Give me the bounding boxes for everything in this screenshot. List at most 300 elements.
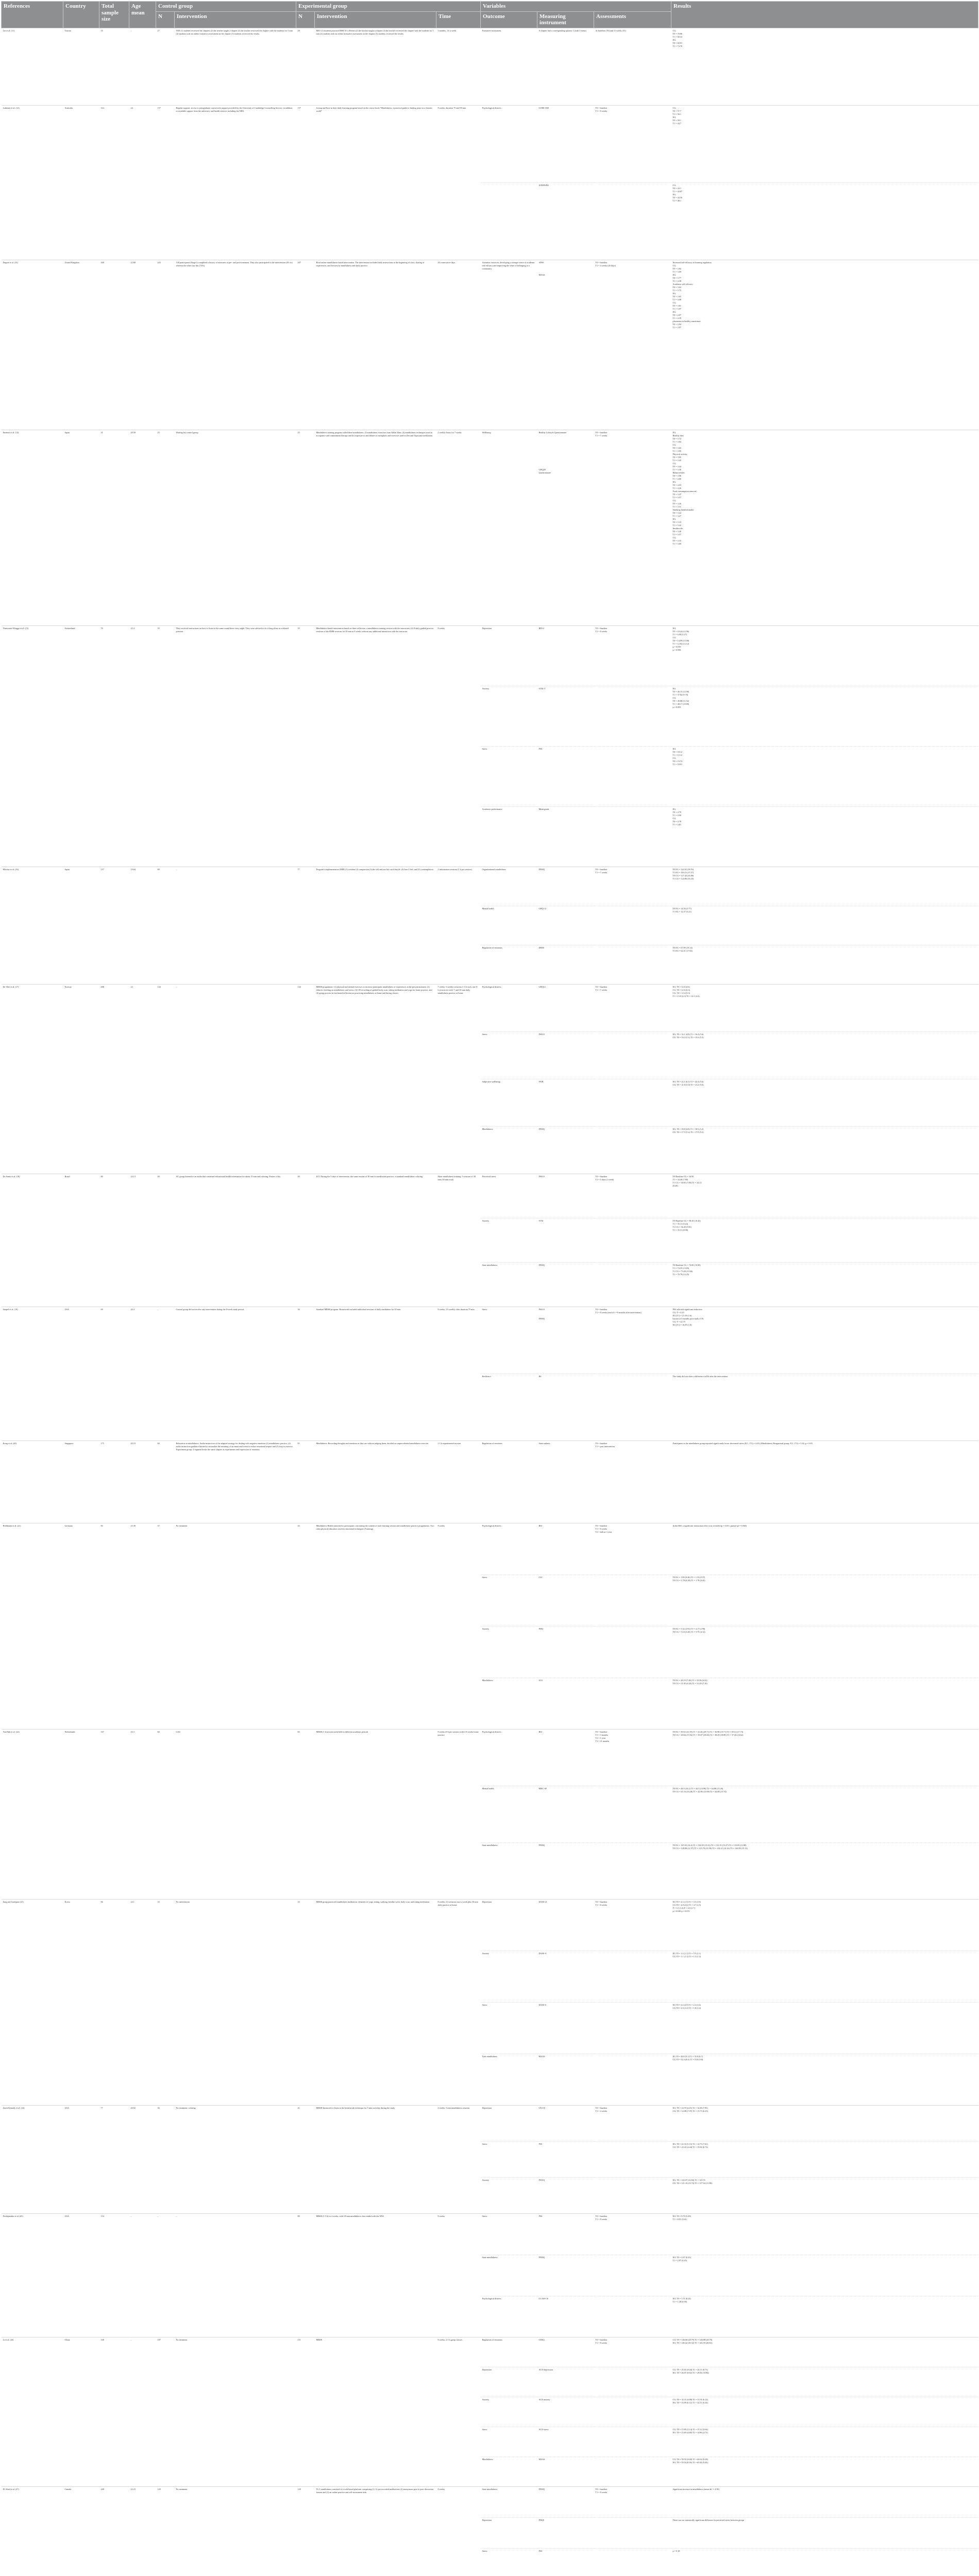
cell-reference: Van Dijk et al. (22) bbox=[2, 1729, 63, 1899]
cell-time: Short mindfulness training: 5 sessions of 30 min (30 min total) bbox=[436, 1174, 481, 1307]
cell-reference: Strapel et al. (19) bbox=[2, 1307, 63, 1440]
cell-outcome: Formative assessment bbox=[481, 28, 537, 105]
cell-control-intervention: – bbox=[175, 984, 296, 1174]
cell-results: T0 EG = 124.92 (18.76) T1 EG = 130.23 (17.27) T0 CG = 127.42 (16.06) T1 CG = 124.06 (16.25) bbox=[671, 867, 978, 906]
cell-outcome: Mindfulness bbox=[481, 2456, 537, 2486]
cell-control-intervention: Regular support: access to postgraduate coursework support provided by the University of Cambridge Counselling Service, in addition to available support from the university and health services including the NHS. bbox=[175, 105, 296, 260]
cell-time: 26 consecutive days bbox=[436, 260, 481, 430]
cell-experimental-intervention: Mindfulness Health (attached to participants concerning the content of each learning session and mindfulness practice programmes. Two other physical education resolves emotional techniques (Training). bbox=[315, 1523, 436, 1729]
cell-results: EG T0 = 4.1 (1.5) T1 = 3.5 (1.9) CG T0 = 4.8 (2.6) T1 = 4.7 (2.5) F = 3.5 (1.4) F = 4.0 (1.7) p = 0.049 p = 0.015 bbox=[671, 1899, 978, 1951]
cell-assessments bbox=[594, 746, 671, 806]
cell-age-mean: 23.39 bbox=[129, 1523, 156, 1729]
cell-time: 8 weeks bbox=[436, 625, 481, 867]
cell-outcome: Stress bbox=[481, 746, 537, 806]
cell-measuring-instrument: PSS bbox=[537, 2213, 594, 2255]
cell-measuring-instrument: FFMQ bbox=[537, 1262, 594, 1307]
cell-outcome: Organizational mindfulness bbox=[481, 867, 537, 906]
cell-measuring-instrument: DERS bbox=[537, 945, 594, 984]
cell-control-intervention: AC group listened to an audio that contained educational health information for about 15 min and coloring. Posters a day. bbox=[175, 1174, 296, 1307]
cell-experimental-intervention: MBSR-Instructed to listen to the breathwork technique for 5 min each day during the study bbox=[315, 2105, 436, 2213]
cell-measuring-instrument: CES-D bbox=[537, 2105, 594, 2141]
cell-outcome: Stress bbox=[481, 2213, 537, 2255]
cell-experimental-n: 43 bbox=[296, 1523, 315, 1729]
cell-outcome: Regulation of emotions bbox=[481, 1440, 537, 1523]
header-references: References bbox=[2, 2, 63, 28]
cell-country: Spain bbox=[63, 430, 99, 625]
table-row bbox=[2, 1174, 978, 1218]
table-row bbox=[2, 1440, 978, 1523]
cell-country: Brazil bbox=[63, 1174, 99, 1307]
cell-outcome: Attention resources, developing a stronger sense of academic self-efficacy and improving the sense of belonging to a community bbox=[481, 260, 537, 430]
cell-experimental-n: 28 bbox=[296, 28, 315, 105]
cell-assessments bbox=[594, 1031, 671, 1079]
cell-measuring-instrument: ACE-stress bbox=[537, 2427, 594, 2456]
cell-results: T0 EG = 1.89 (0.46) T1 = 1.53 (0.37) T0 CG = 1.78 (0.38) T1 = 1.78 (0.45) bbox=[671, 1574, 978, 1626]
cell-measuring-instrument: CSI bbox=[537, 1574, 594, 1626]
cell-results: EG: T0 = 2.67 (0.43) T1 = 2.87 (0.45) bbox=[671, 2255, 978, 2296]
cell-measuring-instrument: FFMQ bbox=[537, 1126, 594, 1174]
cell-time: 1.5 h experimental session bbox=[436, 1440, 481, 1523]
cell-measuring-instrument: MAAS bbox=[537, 2456, 594, 2486]
cell-assessments: T0 = baseline T1 = 8 weeks bbox=[594, 1899, 671, 1951]
cell-total-sample: 80 bbox=[99, 1174, 129, 1307]
cell-experimental-intervention: MBSR programme: (1) physical and mental exercises to increase participant mindfulness of experiences in the present moment, (2) didactic teaching on mindfulness and stress, (3) CD recording of guided body scan, sitting meditation and yoga for home practice, and (4) group process in facilitated reflection on practicing mindfulness at home and during classes. bbox=[315, 984, 436, 1174]
cell-experimental-intervention: TLC mindfulness consisted of a web-based platform comprising (1) 12 pre-recorded meditations (2) anonymous peer to peer discussion forums and (3) an online practice and self-assessment aids bbox=[315, 2486, 436, 2576]
cell-assessments bbox=[594, 686, 671, 746]
cell-results: T0 Baseline CG = 74.00 (10.00) T1 = 74.35 (13.03) T1 CG = 73.26 (13.66) T1 = 76.78 (14.25) bbox=[671, 1262, 978, 1307]
cell-total-sample: 77 bbox=[99, 2105, 129, 2213]
cell-outcome: Depression bbox=[481, 1899, 537, 1951]
cell-assessments: T0 = baseline T1 = 3 months T2 = 1 year T3 = 21 months bbox=[594, 1729, 671, 1786]
cell-experimental-intervention: MBSR group practiced mindfulness meditation: elements of yoga, sitting, walking, breathe work, body scan, and eating meditation. bbox=[315, 1899, 436, 2105]
cell-experimental-intervention: Living and Ease in their daily learning program based on the course book "Mindfulness: a practical guide to finding peace in a frenetic world" bbox=[315, 105, 436, 260]
header-total-sample-size: Total sample size bbox=[99, 2, 129, 28]
cell-measuring-instrument: A chapter had a corresponding quizzes 1 (with 4 items) bbox=[537, 28, 594, 105]
cell-results: EG: T0 = 4.79 T1 = 4.90 CG: T0 = 4.78 T1 = 4.81 bbox=[671, 806, 978, 867]
cell-outcome: Stress bbox=[481, 1307, 537, 1374]
cell-reference: Dvalajanidze et al. (25) bbox=[2, 2213, 63, 2337]
table-row bbox=[2, 1523, 978, 1574]
cell-time: 2 information sessions (1 h per session) bbox=[436, 867, 481, 984]
cell-control-intervention: No intervention bbox=[175, 1899, 296, 2105]
cell-results: The study did not show a difference in RS after the intervention. bbox=[671, 1374, 978, 1440]
cell-outcome: Depression bbox=[481, 2367, 537, 2397]
cell-assessments: T0 = baseline T1 = 8 weeks bbox=[594, 105, 671, 182]
cell-age-mean: 24.13 bbox=[129, 1174, 156, 1307]
cell-results: CG: T0 = 70.86 T1 = 68.33 EG: T0 = 60.91 T1 = 74.76 bbox=[671, 28, 978, 105]
header-experimental-n: N bbox=[296, 11, 315, 28]
cell-experimental-n: 25 bbox=[296, 430, 315, 625]
cell-total-sample: 31 bbox=[99, 430, 129, 625]
cell-control-intervention: Relaxation in mindfulness. Audio instruction of the adapted strategy for dealing with negative emotions (1) mindfulness practice, (2) audio instruction guidance limited to rationalize the meaning of an emotional event to reduce emotional impact and (3) stop to exercise. Experiment group: 4 segment broke the same chapter as experiments and expression of emotions. bbox=[175, 1440, 296, 1523]
cell-age-mean: 22.23 bbox=[129, 2486, 156, 2576]
cell-reference: Hohlmann et al. (21) bbox=[2, 1523, 63, 1729]
cell-control-n: 120 bbox=[156, 2486, 175, 2576]
cell-experimental-n: 157 bbox=[296, 105, 315, 260]
cell-outcome: Anxiety bbox=[481, 1218, 537, 1262]
header-control-group: Control group bbox=[156, 2, 296, 12]
cell-country: United Kingdom bbox=[63, 260, 99, 430]
table-body bbox=[2, 28, 978, 2576]
cell-results: EG T0 = 1.2 (1.1) T1 = 5.5 (1.1) CG T0 = 1.1 (1.1) T1 = 1.5 (1.2) bbox=[671, 1951, 978, 2002]
cell-results: T0 Baseline CG = 38.45 (10.43) T1 = 35.13 (9.24) T1 CG = 36.45 (9.81) T1 = 35.51 (8.98) bbox=[671, 1218, 978, 1262]
cell-results: In the BSI, a significant interaction effect was revealed (p = 0.011, partial η2 = 0.065) bbox=[671, 1523, 978, 1574]
cell-measuring-instrument: PHQ bbox=[537, 1626, 594, 1677]
cell-total-sample: 69 bbox=[99, 1307, 129, 1440]
cell-assessments bbox=[594, 906, 671, 945]
cell-control-n: 33 bbox=[156, 1899, 175, 2105]
cell-reference: Kong et al. (20) bbox=[2, 1440, 63, 1523]
cell-results: CG: T0 = 59.55 (8.69) T1 = 60.62 (9.28) EG: T0 = 59.54 (8.36) T1 = 63.44 (9.44) bbox=[671, 2456, 978, 2486]
cell-time: 8 weeks bbox=[436, 2213, 481, 2337]
header-outcome: Outcome bbox=[481, 11, 537, 28]
cell-control-intervention: 140 participants (Stage1) completed a history of measures at pre- and post-treatment. They also participated in the intervention (4% in) whereas the other saw this (74%) bbox=[175, 260, 296, 430]
cell-reference: Lin et al. (11) bbox=[2, 28, 63, 105]
cell-assessments bbox=[594, 2427, 671, 2456]
cell-time: 4 weeks, 5 min mindfulness sessions bbox=[436, 2105, 481, 2213]
cell-control-n: 27 bbox=[156, 28, 175, 105]
cell-measuring-instrument: GHQ-12 bbox=[537, 906, 594, 945]
cell-control-intervention: They received instructions on how to listen to the same sound three every night. They were advised to do it long alone in a relaxed position. bbox=[175, 625, 296, 867]
cell-results: T0 Baseline CG = 34.95 T1 = 34.40 (7.80) T1 CG = 30.83 (7.80) T1 = 24.13 (8.20) bbox=[671, 1174, 978, 1218]
cell-time: 7 weeks: 6 weekly sessions (1.5 h each, one 6-h session in week 7, and 30 min daily mindfulness practice at home bbox=[436, 984, 481, 1174]
cell-measuring-instrument: MHC-SF bbox=[537, 1786, 594, 1842]
cell-control-intervention: Waiting list control group bbox=[175, 430, 296, 625]
cell-outcome: Psychological distress bbox=[481, 2296, 537, 2337]
cell-assessments: T0 = baseline T1 = 7 weeks bbox=[594, 867, 671, 906]
cell-age-mean: 20.19 bbox=[129, 1440, 156, 1523]
cell-country: Spain bbox=[63, 867, 99, 984]
cell-control-n: 35 bbox=[156, 625, 175, 867]
cell-assessments: T0 = baseline T1 = 5 days (1 week) bbox=[594, 1174, 671, 1218]
cell-country: China bbox=[63, 2337, 99, 2486]
header-control-n: N bbox=[156, 11, 175, 28]
cell-measuring-instrument: PSS bbox=[537, 2141, 594, 2177]
cell-measuring-instrument: STAI bbox=[537, 1218, 594, 1262]
cell-control-n: – bbox=[156, 2213, 175, 2337]
cell-control-intervention: No treatment bbox=[175, 2337, 296, 2486]
cell-control-n: 84 bbox=[156, 1729, 175, 1899]
cell-results: CG: T0 = 146.60 (20.79) T1 = 146.88 (20.78) EG: T0 = 140.42 (18.32) T1 = 143.39 (20.82) bbox=[671, 2337, 978, 2367]
cell-outcome: State mindfulness bbox=[481, 1262, 537, 1307]
cell-experimental-n: 33 bbox=[296, 1899, 315, 2105]
cell-results: CG: T0 = 44.1 T1 = 44.87 EG: T0 = 44.56 T1 = 48.1 bbox=[671, 182, 978, 260]
cell-reference: De Vibe et al. (17) bbox=[2, 984, 63, 1174]
cell-time: 3 months, 1 h a week bbox=[436, 28, 481, 105]
cell-assessments bbox=[594, 1951, 671, 2002]
cell-experimental-intervention: Program's implementation (MM) (1) wisdom (2) compassion (3) the self and our life our lifestyle. (4) how I feel, and (5) contemplation bbox=[315, 867, 436, 984]
cell-control-intervention: No treatment: coloring bbox=[175, 2105, 296, 2213]
cell-results: EG: T0 = 46.15 (12.99) T1 = 37.82 (9.70) CG: T0 = 49.88 (11.52) T1 = 48.17 (10.09) p = 0.003 bbox=[671, 686, 978, 746]
cell-results: T0 EG = 67.89 (19.14) T1 EG = 62.41 (17.82) bbox=[671, 945, 978, 984]
cell-age-mean: 22.80 bbox=[129, 260, 156, 430]
cell-outcome: Academic performance bbox=[481, 806, 537, 867]
table-row bbox=[2, 1729, 978, 1786]
table-row bbox=[2, 2486, 978, 2517]
cell-time: 2 weekly hours for 7 weeks bbox=[436, 430, 481, 625]
cell-outcome: Stress bbox=[481, 1031, 537, 1079]
cell-total-sample: 55 bbox=[99, 28, 129, 105]
cell-results: Increased self-efficacy in learning regulation CG: T0 = 3.82 T1 = 3.69 EG: T0 = 3.77 T1 = 4.38 Academic self-efficacy: T0 = 3.62 T1 = 3.75 EG: T0 = 3.65 T1 = 4.08 CG: T0 = 3.81 T1 = 3.97 EG: T0 = 4.07 T1 = 4.39 placement in healthy sometimes: T0 = 3.94 T1 = 3.97 bbox=[671, 260, 978, 430]
cell-outcome: Stress bbox=[481, 2002, 537, 2054]
cell-outcome: Wellbeing bbox=[481, 430, 537, 625]
cell-assessments: T0 = baseline T1 = 8 weeks (end of t = 6 months after intervention) bbox=[594, 1307, 671, 1374]
cell-assessments bbox=[594, 2296, 671, 2337]
cell-measuring-instrument: DASS-S bbox=[537, 2002, 594, 2054]
cell-country: Taiwan bbox=[63, 28, 99, 105]
cell-results: T0 EG = 5.32 (3.93) T1 = 4.17 (2.99) T0 CG = 5.14 (3.40) T1 = 5.75 (4.12) bbox=[671, 1626, 978, 1677]
cell-measuring-instrument: CERQ bbox=[537, 2337, 594, 2367]
cell-measuring-instrument: APSS MAAS bbox=[537, 260, 594, 430]
cell-results: EG: T0 = 8.70 (3.29) T1 = 8.01 (3.61) bbox=[671, 2213, 978, 2255]
cell-measuring-instrument: ACE-depression bbox=[537, 2367, 594, 2397]
cell-results: There was no statistically significant difference in perceived stress between groups bbox=[671, 2517, 978, 2548]
cell-measuring-instrument: PSS bbox=[537, 746, 594, 806]
cell-results: EG: T0 = 18.12 T1 = 13.12 CG: T0 = 19.74 T1 = 18.91 bbox=[671, 746, 978, 806]
cell-outcome: Mindfulness bbox=[481, 1677, 537, 1729]
cell-results: T0 EG = 14.56 (5.77) T1 EG = 12.37 (5.21) bbox=[671, 906, 978, 945]
cell-reference: Li et al. (26) bbox=[2, 2337, 63, 2486]
cell-experimental-intervention: Mindfulness: Recording thoughts and emotions as they are without judging them, decided on unprecedented mindfulness exercise. bbox=[315, 1440, 436, 1523]
cell-age-mean: – bbox=[129, 28, 156, 105]
table-row bbox=[2, 1307, 978, 1374]
cell-age-mean: – bbox=[129, 2213, 156, 2337]
cell-assessments: T0 = baseline T1 = 8 weeks T2 = follow-1 year bbox=[594, 1523, 671, 1574]
cell-total-sample: 338 bbox=[99, 2337, 129, 2486]
cell-outcome: Regulation of emotions bbox=[481, 945, 537, 984]
cell-results: EG: T0 = 10.24 (12.96) T1 = 6.00 (5.27) CG: T0 = 14.09 (13.68) T1 = 12.82 (12.12) p = 0.039 p = 0.006 bbox=[671, 625, 978, 686]
cell-total-sample: 314 bbox=[99, 105, 129, 260]
cell-control-intervention: SOE (1) students reviewed the chapters (2) the teacher taught a chapter (3) the teacher reviewed the chapter with the students for 5 min (4) students took an online formative assessment on the chapter (5) students reviewed the results. bbox=[175, 28, 296, 105]
cell-experimental-n: 36 bbox=[296, 1307, 315, 1440]
cell-assessments: T0 = baseline T1 = 8 weeks bbox=[594, 2213, 671, 2255]
cell-total-sample: 440 bbox=[99, 260, 129, 430]
cell-measuring-instrument: PSS bbox=[537, 2548, 594, 2576]
cell-time: 8 weeks, 2 h sessions once a week plus 30 min daily practice at home bbox=[436, 1899, 481, 2105]
cell-outcome: Stress bbox=[481, 2548, 537, 2576]
table-row bbox=[2, 984, 978, 1031]
cell-assessments bbox=[594, 2548, 671, 2576]
cell-experimental-n: 207 bbox=[296, 260, 315, 430]
cell-control-intervention: – bbox=[175, 867, 296, 984]
cell-measuring-instrument: GHQ12 bbox=[537, 984, 594, 1031]
cell-results: EG: T0 = 1.51 (0.24) T1 = 1.40 (0.36) bbox=[671, 2296, 978, 2337]
cell-reference: Lahtinen et al. (12) bbox=[2, 105, 63, 260]
cell-assessments bbox=[594, 2517, 671, 2548]
cell-results: Significant increase in mindfulness (mean dif. = 4.58) bbox=[671, 2486, 978, 2517]
cell-experimental-intervention: MBSR bbox=[315, 2337, 436, 2486]
cell-experimental-n: 151 bbox=[296, 2337, 315, 2486]
cell-measuring-instrument: RS bbox=[537, 1374, 594, 1440]
cell-assessments bbox=[594, 1218, 671, 1262]
cell-outcome: Depression bbox=[481, 2105, 537, 2141]
cell-measuring-instrument: FFMQ bbox=[537, 867, 594, 906]
cell-measuring-instrument: ACE-anxiety bbox=[537, 2397, 594, 2427]
header-assessments: Assessments bbox=[594, 11, 671, 28]
cell-measuring-instrument: CLASS-16 bbox=[537, 2296, 594, 2337]
cell-country: Norway bbox=[63, 984, 99, 1174]
cell-assessments bbox=[594, 806, 671, 867]
cell-measuring-instrument: FFMQ bbox=[537, 2255, 594, 2296]
cell-total-sample: 157 bbox=[99, 867, 129, 984]
cell-outcome: Psychological distress bbox=[481, 1729, 537, 1786]
cell-experimental-n: 91 bbox=[296, 1440, 315, 1523]
cell-measuring-instrument: SWB bbox=[537, 1079, 594, 1126]
cell-assessments bbox=[594, 182, 671, 260]
cell-outcome: Regulation of emotions bbox=[481, 2337, 537, 2367]
cell-experimental-n: 144 bbox=[296, 984, 315, 1174]
cell-experimental-n: 83 bbox=[296, 1729, 315, 1899]
table-row bbox=[2, 105, 978, 182]
cell-time: 8 weeks, duration 75 and 90 min bbox=[436, 105, 481, 260]
cell-country: Australia bbox=[63, 105, 99, 260]
cell-measuring-instrument: Mean grade bbox=[537, 806, 594, 867]
cell-outcome: Psychological distress bbox=[481, 1523, 537, 1574]
cell-results: EG: T0 = 123.07 (12.84) T1 = 121.55 CG: T0 = 121.10 (12.74) T1 = 117.04 (11.88) bbox=[671, 2177, 978, 2213]
cell-outcome: Anxiety bbox=[481, 686, 537, 746]
cell-assessments bbox=[594, 945, 671, 984]
cell-assessments bbox=[594, 2002, 671, 2054]
cell-outcome: Mental health bbox=[481, 906, 537, 945]
cell-outcome: Depression bbox=[481, 2517, 537, 2548]
table-row bbox=[2, 2105, 978, 2141]
cell-results: EG: Healthy diet: T0 = 3.72 T1 = 3.84 CG: T0 = 3.65 T1 = 3.95 Physical activity: T0 = 3.05 T1 = 3.45 CG: T0 = 3.44 T1 = 3.36 Balanced diet: T0 = 3.96 T1 = 4.06 EG: T0 = 4.03 T1 = 4.26 Food consumption removal: T0 = 3.47 T1 = 3.57 CG: T0 = 3.26 T1 = 3.31 Smoking harmful intake: T0 = 3.22 T1 = 3.27 EG: T0 = 3.33 T1 = 3.44 Insulin role: T0 = 3.40 T1 = 3.57 CG: T0 = 3.35 T1 = 3.69 bbox=[671, 430, 978, 625]
cell-total-sample: 66 bbox=[99, 1899, 129, 2105]
header-time: Time bbox=[436, 11, 481, 28]
cell-results: EG: T0 = 14.70 (4.25) T1 = 14.38 (7.95) CG: T0 = 14.08 (7.07) T1 = 13.73 (6.23) bbox=[671, 2105, 978, 2141]
cell-control-n: 25 bbox=[156, 430, 175, 625]
cell-results: T0 EG = 39.63 (31.59) T1 = 41.46 (29.71) T2 = 36.98 (19.71) T3 = 39.13 (17.73) T0 CG = 40.64 (15.92) T1 = 39.07 (18.66) T2 = 38.49 (18.89) T3 = 37.44 (16.62) bbox=[671, 1729, 978, 1786]
cell-experimental-n: 40 bbox=[296, 1174, 315, 1307]
cell-country: USA bbox=[63, 2105, 99, 2213]
cell-assessments bbox=[594, 2397, 671, 2427]
cell-age-mean: – bbox=[129, 2337, 156, 2486]
cell-control-intervention: No treatment bbox=[175, 2486, 296, 2576]
cell-outcome: Psychological distress bbox=[481, 984, 537, 1031]
cell-assessments: T0 = baseline T1 = 4 weeks (26 days) bbox=[594, 260, 671, 430]
cell-measuring-instrument: PSS10 bbox=[537, 1031, 594, 1079]
cell-experimental-intervention: Mindfulness training program called three mindfulness. (3 mindfulness exercises from Kabat Zinn: (4) mindfulness techniques used in acceptance and commitment therapy and (b) exposure to and debate on metaphors and exercises used in Zen and Vipassana meditation. bbox=[315, 430, 436, 625]
cell-results: T0 EG = 44.0 (16.2) T1 = 44.5 (14.98) T2 = 44.88 (15.26) T0 CG = 41.16 (16.28) T1 = 42.86 (15.68) T2 = 44.08 (15.74) bbox=[671, 1786, 978, 1842]
cell-outcome: Mental health bbox=[481, 1786, 537, 1842]
cell-results: p = 0.18 bbox=[671, 2548, 978, 2576]
cell-results: EG: T0 = 22.1 (6.3) T1 = 22.4 (5.6) CG: T0 = 21.8 (5.0) T1 = 21.2 (5.6) bbox=[671, 1079, 978, 1126]
cell-assessments: T0 = baseline T1 = 7 weeks bbox=[594, 984, 671, 1031]
cell-measuring-instrument: FFMQ bbox=[537, 1842, 594, 1899]
table-row bbox=[2, 1899, 978, 1951]
cell-measuring-instrument: PSS10 FFMQ bbox=[537, 1307, 594, 1374]
cell-outcome: State mindfulness bbox=[481, 2255, 537, 2296]
cell-reference: Do Santo et al. (18) bbox=[2, 1174, 63, 1307]
cell-total-sample: 288 bbox=[99, 984, 129, 1174]
cell-outcome: Anxiety bbox=[481, 1951, 537, 2002]
cell-reference: Viamontez-Wragge et al. (15) bbox=[2, 625, 63, 867]
cell-experimental-intervention: IGT. During the 5 days of intervention, the same routine of 30 min for meditation practice, a standard mindfulness coloring. bbox=[315, 1174, 436, 1307]
cell-assessments: T0 = baseline T1 = post intervention bbox=[594, 1440, 671, 1523]
cell-results: EG T0 = 2.2 (2.5) T1 = 2.4 (1.6) CG T0 = 2.0 (1.2) T1 = 1.8 (1.4) bbox=[671, 2002, 978, 2054]
cell-outcome: Anxiety bbox=[481, 2397, 537, 2427]
cell-assessments bbox=[594, 1262, 671, 1307]
cell-assessments bbox=[594, 1786, 671, 1842]
cell-control-n: – bbox=[156, 1307, 175, 1440]
table-header bbox=[2, 2, 978, 28]
cell-age-mean: 25.3 bbox=[129, 1729, 156, 1899]
cell-time: 8 weeks bbox=[436, 1523, 481, 1729]
cell-assessments: T0 = baseline T1 = 8 weeks bbox=[594, 625, 671, 686]
cell-measuring-instrument: BSI bbox=[537, 1729, 594, 1786]
cell-measuring-instrument: SCS bbox=[537, 1677, 594, 1729]
cell-results: PSS affected significant reduction CG: T = 0.43 EG (T1) = 21.18 (1.6) but not at 6 months post-study (3.9) CG: T = 22.75 EG (T1) = 16.59 (1.8) bbox=[671, 1307, 978, 1374]
cell-assessments: T0 = baseline T1 = 4 weeks bbox=[594, 2105, 671, 2141]
header-results: Results bbox=[671, 2, 978, 28]
cell-experimental-intervention: MBSR (1 h session each) held in different academic periods bbox=[315, 1729, 436, 1899]
cell-total-sample: 175 bbox=[99, 1440, 129, 1523]
cell-outcome: Perceived stress bbox=[481, 1174, 537, 1218]
cell-age-mean: 19.64 bbox=[129, 867, 156, 984]
cell-assessments: T0 = baseline T1 = 8 weeks bbox=[594, 2486, 671, 2517]
cell-measuring-instrument: PHQ9 bbox=[537, 2517, 594, 2548]
cell-country: Switzerland bbox=[63, 625, 99, 867]
cell-age-mean: 20.02 bbox=[129, 2105, 156, 2213]
cell-assessments bbox=[594, 1677, 671, 1729]
cell-control-n: 80 bbox=[156, 867, 175, 984]
cell-reference: Dagnie et al. (13) bbox=[2, 260, 63, 430]
cell-age-mean: 25.4 bbox=[129, 625, 156, 867]
cell-outcome: Depression bbox=[481, 625, 537, 686]
header-experimental-group: Experimental group bbox=[296, 2, 481, 12]
cell-reference: Jung and Lindquist (23) bbox=[2, 1899, 63, 2105]
cell-control-n: 187 bbox=[156, 2337, 175, 2486]
cell-outcome: Stress bbox=[481, 1574, 537, 1626]
cell-results: EG: T0 = 12.6 (4.6) CG: T0 = 12.6 (6.3) CG: T0 = 12.4 (5.3) T1 = 13.0 (4.3) T1 = 12.1 (4.2) bbox=[671, 984, 978, 1031]
cell-measuring-instrument: PSWQ bbox=[537, 2177, 594, 2213]
cell-country: Singapore bbox=[63, 1440, 99, 1523]
cell-experimental-n: 77 bbox=[296, 867, 315, 984]
cell-country: Netherlands bbox=[63, 1729, 99, 1899]
cell-control-n: 144 bbox=[156, 984, 175, 1174]
cell-total-sample: 83 bbox=[99, 1523, 129, 1729]
cell-outcome: Stress bbox=[481, 2141, 537, 2177]
cell-assessments: T0 = baseline T1 = 7 weeks bbox=[594, 430, 671, 625]
cell-measuring-instrument: MAAS bbox=[537, 2054, 594, 2105]
cell-control-n: 157 bbox=[156, 105, 175, 260]
cell-experimental-n: 80 bbox=[296, 2213, 315, 2337]
cell-control-n: 36 bbox=[156, 2105, 175, 2213]
cell-assessments bbox=[594, 1842, 671, 1899]
cell-control-intervention: Control group did not receive any intervention during the 8-week study period. bbox=[175, 1307, 296, 1440]
cell-outcome bbox=[481, 182, 537, 260]
cell-country: USA bbox=[63, 2213, 99, 2337]
cell-assessments bbox=[594, 2367, 671, 2397]
table-row bbox=[2, 2213, 978, 2255]
cell-outcome: Resilience bbox=[481, 1374, 537, 1440]
cell-measuring-instrument: PSS10 bbox=[537, 1174, 594, 1218]
cell-time: 8 weeks bbox=[436, 2486, 481, 2576]
cell-measuring-instrument: BDI-2 bbox=[537, 625, 594, 686]
table-row bbox=[2, 430, 978, 625]
cell-outcome: Anxiety bbox=[481, 1626, 537, 1677]
cell-measuring-instrument: State sadness bbox=[537, 1440, 594, 1523]
cell-experimental-intervention: Mindfulness-based intervention based on three reflection, a mindfulness training session with the instructors, (2) 8 daily guided practice sessions of the 8MM sessions for 30 min in 8 weeks without any additional interaction with the instructor. bbox=[315, 625, 436, 867]
table-row bbox=[2, 867, 978, 906]
cell-assessments bbox=[594, 2255, 671, 2296]
cell-assessments bbox=[594, 1574, 671, 1626]
cell-control-n: 37 bbox=[156, 1523, 175, 1729]
cell-outcome: Stress bbox=[481, 2427, 537, 2456]
header-country: Country bbox=[63, 2, 99, 28]
cell-time: 8 weeks, 2.5 h group classes bbox=[436, 2337, 481, 2486]
studies-table bbox=[1, 1, 978, 2576]
